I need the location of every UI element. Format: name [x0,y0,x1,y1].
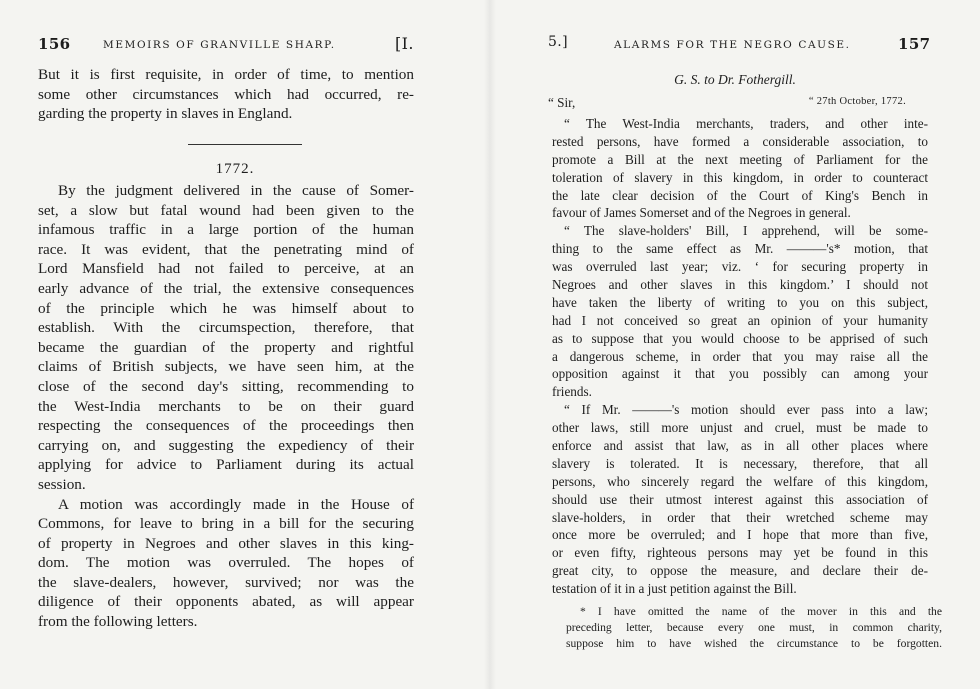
text-line: infamous traffic in a large portion of the human [38,221,414,239]
text-line: applying for advice to Parliament during its actual [38,456,414,474]
left-body-text [38,181,414,632]
text-line: have taken the liberty of writing to you on this subject, [552,294,928,310]
text-line: testation of it in a just petition against the Bill. [552,581,797,597]
text-line: friends. [552,384,592,400]
text-line: once more be overruled; and I hope that more than five, [552,527,928,543]
text-line: respecting the consequences of the proceedings then [38,417,414,435]
text-line: Commons, for leave to bring in a bill for the securing [38,515,414,533]
text-line: should use their utmost interest against this association of [552,491,928,507]
text-line: diligence of their opponents abated, as will appear [38,593,414,611]
text-line: had I not conceived so great an opinion of your humanity [552,312,928,328]
text-line: the West-India merchants to be on their guard [38,397,414,415]
section-divider [188,144,302,145]
text-line: “ The slave-holders' Bill, I apprehend, will be some- [564,223,928,239]
text-line: carrying on, and suggesting the expediency of their [38,436,414,454]
text-line: the slave-dealers, however, survived; nor was the [38,573,414,591]
text-line: race. It was evident, that the penetrating mind of [38,240,414,258]
salutation: “ Sir, [548,95,576,110]
text-line: the late clear decision of the Court of King's Bench in [552,187,928,203]
text-line: slavery is tolerated. It is necessary, therefore, that all [552,455,928,471]
text-line: “ The West-India merchants, traders, and other inte- [564,116,928,131]
text-line: claims of British subjects, we have seen him, at the [38,358,414,376]
letter-title: G. S. to Dr. Fothergill. [674,72,796,87]
left-page-number: 156 [38,35,71,53]
text-line: of property in Negroes and other slaves in this king- [38,534,414,552]
text-line: set, a slow but fatal wound had been given to the [38,201,414,219]
text-line: early advance of the trial, the extensive consequences [38,279,414,297]
salutation-row [548,95,906,111]
text-line: a dangerous scheme, in order that you may raise all the [552,348,928,364]
text-line: promote a Bill at the next meeting of Parliament for the [552,151,928,167]
text-line: Lord Mansfield had not failed to perceive, at an [38,260,414,278]
letter-date: “ 27th October, 1772. [808,96,906,107]
text-line: But it is first requisite, in order of time, to mention [38,66,414,83]
right-body-text [552,115,928,598]
text-line: was overruled last year; viz. ‘ for securing property in [552,259,928,275]
text-line: dom. The motion was overruled. The hopes of [38,554,414,572]
text-line: thing to the same effect as Mr. ———'s* motion, that [552,241,928,257]
text-line: as to suppose that you would choose to be apprised of such [552,330,928,346]
text-line: close of the second day's sitting, recommending to [38,377,414,395]
text-line: session. [38,475,86,493]
text-line: slave-holders, in order that their wretched scheme may [552,509,928,525]
text-line: from the following letters. [38,613,198,631]
left-section-mark: [I. [395,34,414,53]
year-heading: 1772. [215,161,255,177]
text-line: opposition against it that you possibly can among your [552,366,928,382]
footnote-line: * I have omitted the name of the mover in this and the [580,605,942,618]
right-page-number: 157 [898,35,931,53]
text-line: of the principle which he was himself about to [38,299,414,317]
footnote-line: preceding letter, because every one must, in common charity, [566,621,942,634]
left-intro-paragraph [38,65,414,124]
text-line: favour of James Somerset and of the Negroes in general. [552,205,851,221]
footnote-line: suppose him to have wished the circumstance to be forgotten. [566,637,942,650]
text-line: persons, who sincerely regard the welfare of this kingdom, [552,473,928,489]
text-line: “ If Mr. ———'s motion should ever pass into a law; [564,402,928,418]
text-line: became the guardian of the property and rightful [38,338,414,356]
text-line: rested persons, have formed a considerable association, to [552,133,928,149]
text-line: A motion was accordingly made in the House of [58,495,414,513]
text-line: garding the property in slaves in England. [38,105,293,123]
right-running-title: ALARMS FOR THE NEGRO CAUSE. [614,39,851,51]
text-line: enforce and assist that law, as in all other places where [552,438,928,454]
right-section-mark: 5.] [548,34,569,50]
text-line: great city, to oppose the measure, and declare their de- [552,563,928,579]
left-running-title: MEMOIRS OF GRANVILLE SHARP. [103,39,336,51]
text-line: or even fifty, righteous persons may yet be found in this [552,545,928,561]
gutter [484,0,496,689]
text-line: some other circumstances which had occurred, re- [38,85,414,103]
footnote [566,604,942,652]
text-line: toleration of slavery in this kingdom, in order to counteract [552,169,928,185]
text-line: By the judgment delivered in the cause of Somer- [58,182,414,199]
text-line: establish. With the circumspection, therefore, that [38,319,414,337]
text-line: Negroes and other slaves in this kingdom.’ I should not [552,277,928,293]
text-line: other laws, still more unjust and cruel, must be made to [552,420,928,436]
